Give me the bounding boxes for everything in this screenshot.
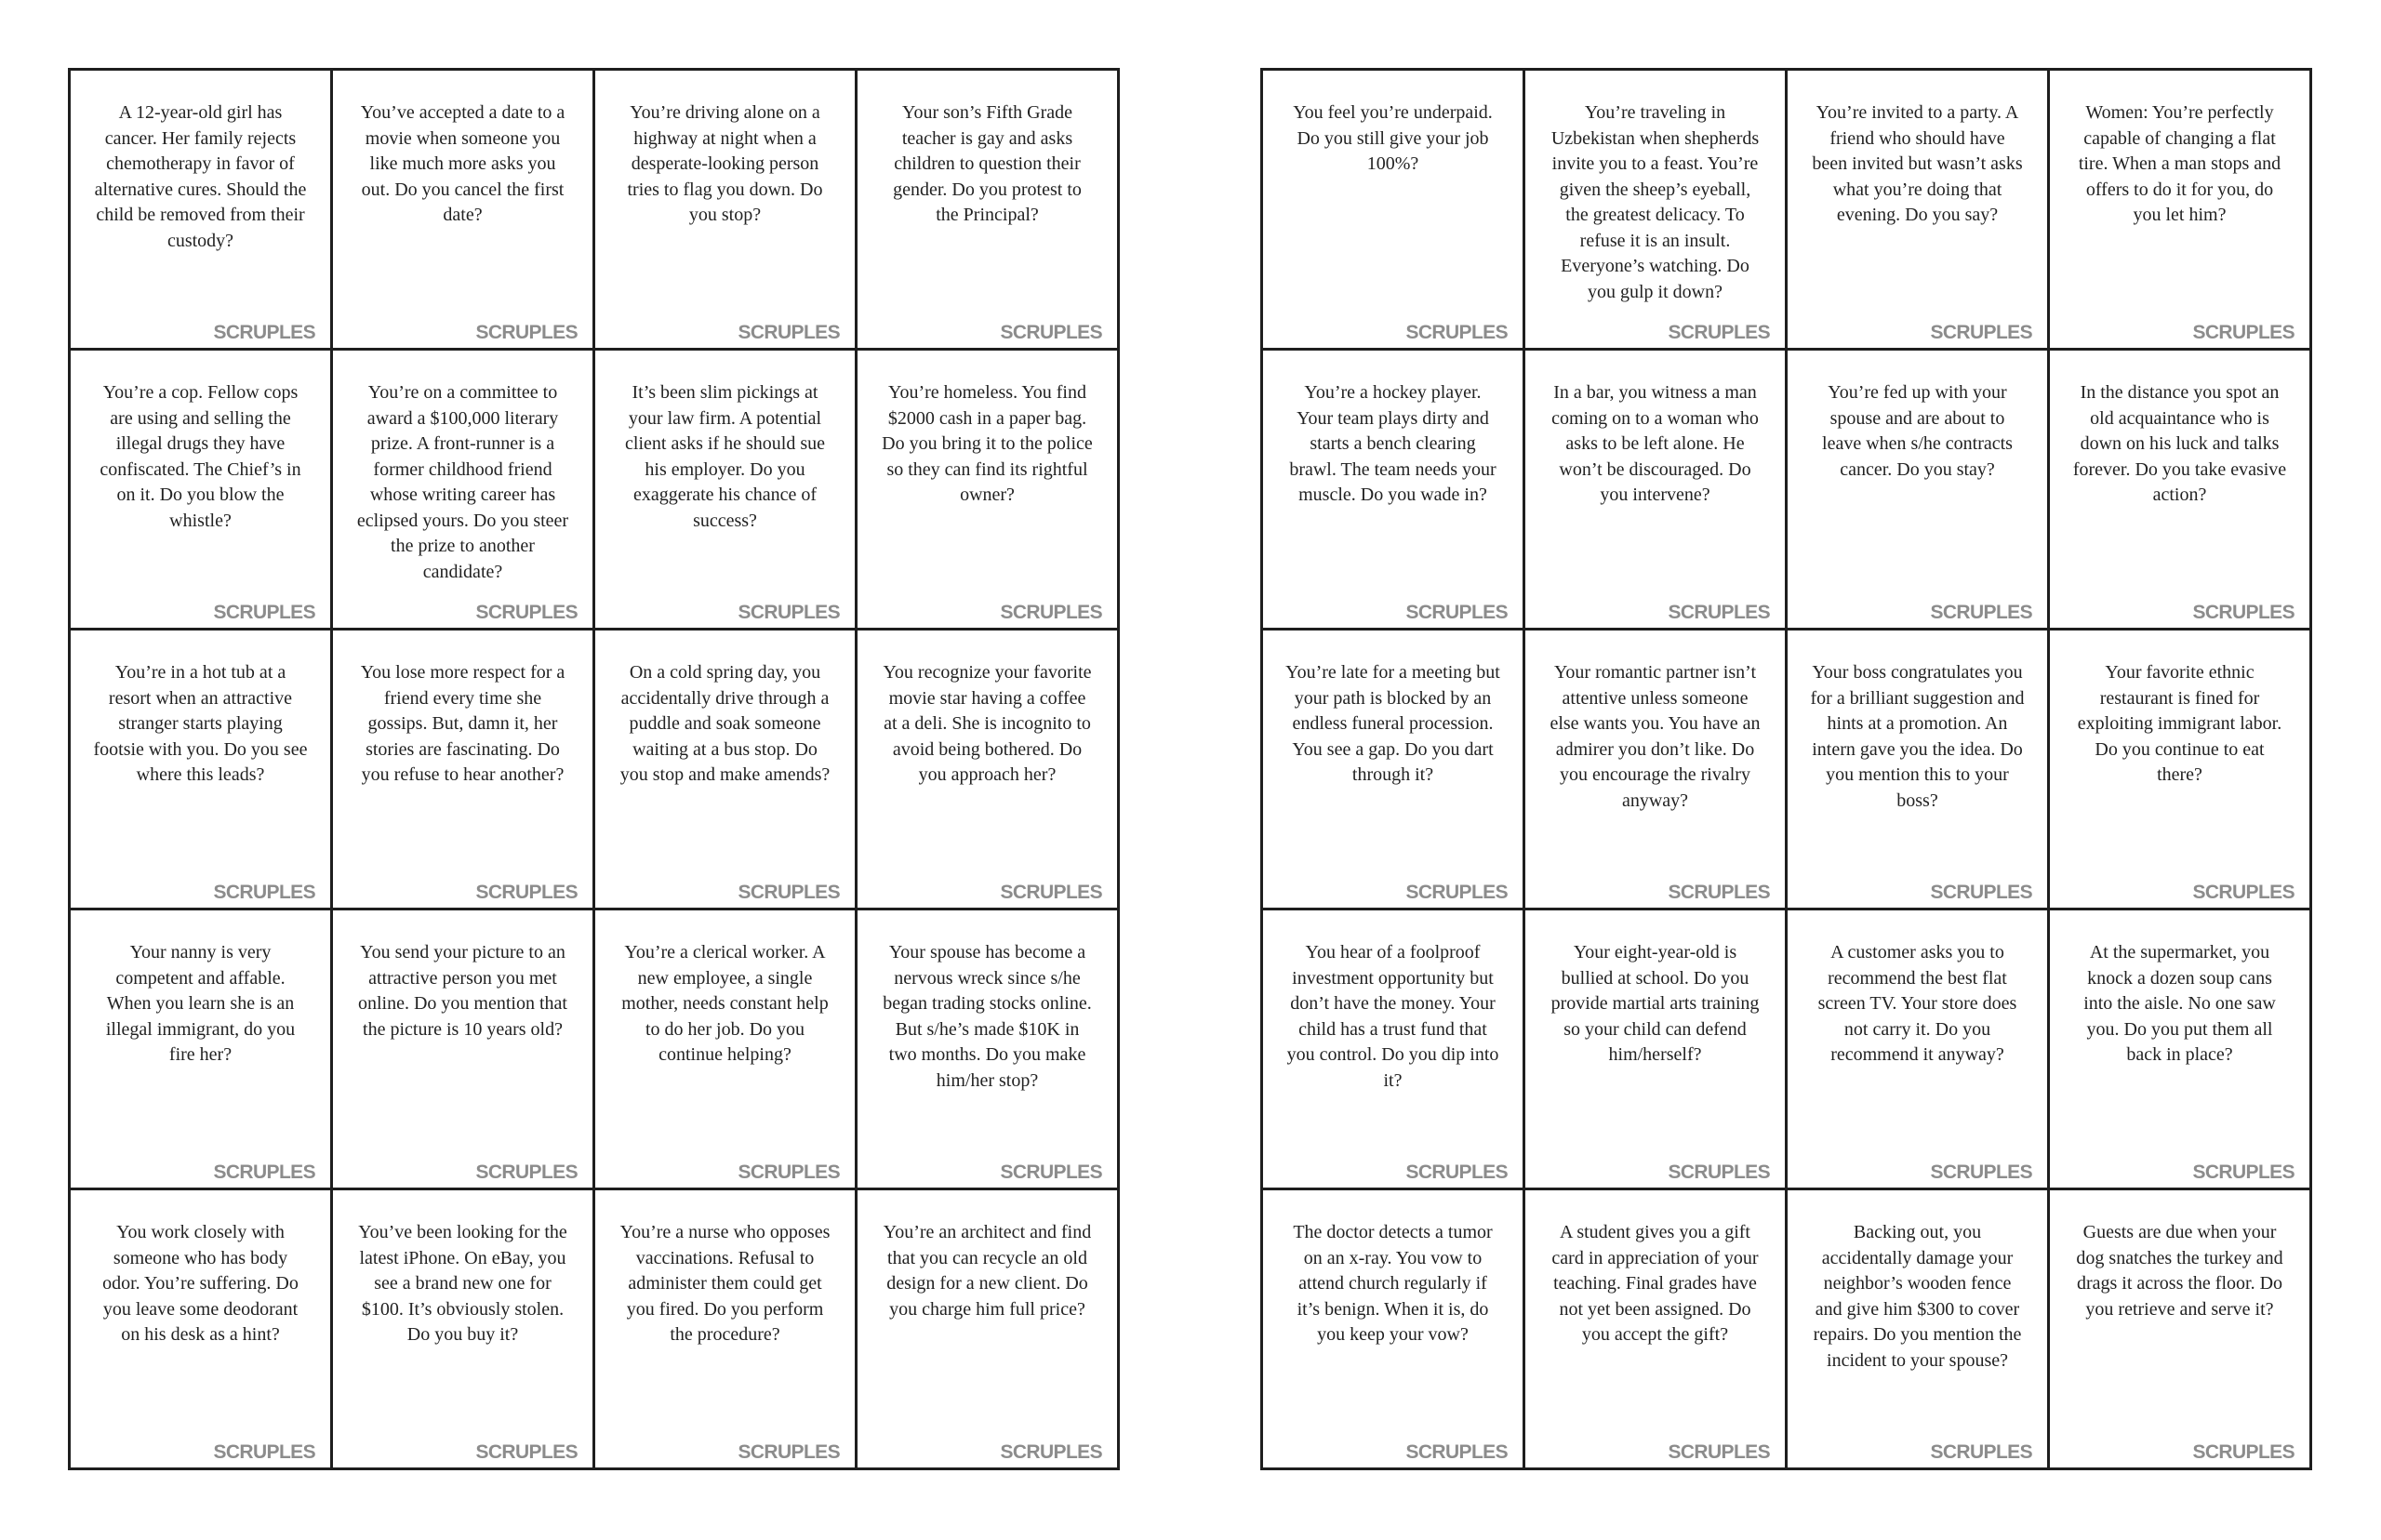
card-question: Women: You’re perfectly capable of changing a flat tire. When a man stops and offers to do it for you, do you let him? xyxy=(2078,102,2281,225)
right-card-12 xyxy=(2050,631,2312,910)
scruples-logo: SCRUPLES xyxy=(1000,1162,1102,1183)
scruples-logo: SCRUPLES xyxy=(1668,322,1770,343)
scruples-logo: SCRUPLES xyxy=(1000,602,1102,623)
left-card-13 xyxy=(71,910,333,1190)
left-card-16 xyxy=(858,910,1120,1190)
card-question: You recognize your favorite movie star having a coffee at a deli. She is incognito to avoid being bothered. Do you approach her? xyxy=(883,662,1092,785)
right-card-5 xyxy=(1263,351,1525,631)
right-card-6 xyxy=(1525,351,1788,631)
left-card-19 xyxy=(595,1190,858,1470)
scruples-logo: SCRUPLES xyxy=(475,882,578,903)
scruples-logo: SCRUPLES xyxy=(1000,882,1102,903)
card-question: Backing out, you accidentally damage your neighbor’s wooden fence and give him $300 to cover repairs. Do you mention the incident to your spouse? xyxy=(1813,1222,2022,1371)
scruples-logo: SCRUPLES xyxy=(1930,882,2032,903)
right-card-3 xyxy=(1788,71,2050,351)
scruples-logo: SCRUPLES xyxy=(475,1441,578,1463)
right-card-17 xyxy=(1263,1190,1525,1470)
card-question: You’re in a hot tub at a resort when an attractive stranger starts playing footsie with you. Do you see where this leads? xyxy=(93,662,308,785)
scruples-logo: SCRUPLES xyxy=(1405,1162,1508,1183)
scruples-logo: SCRUPLES xyxy=(1668,1162,1770,1183)
scruples-logo: SCRUPLES xyxy=(738,602,840,623)
scruples-logo: SCRUPLES xyxy=(2192,322,2295,343)
card-question: You work closely with someone who has body odor. You’re suffering. Do you leave some deodorant on his desk as a hint? xyxy=(102,1222,299,1345)
card-question: On a cold spring day, you accidentally drive through a puddle and soak someone waiting at a bus stop. Do you stop and make amends? xyxy=(619,662,831,785)
scruples-logo: SCRUPLES xyxy=(213,602,315,623)
scruples-logo: SCRUPLES xyxy=(1405,882,1508,903)
right-card-8 xyxy=(2050,351,2312,631)
scruples-logo: SCRUPLES xyxy=(1000,322,1102,343)
left-card-4 xyxy=(858,71,1120,351)
right-card-14 xyxy=(1525,910,1788,1190)
card-question: Your boss congratulates you for a brilliant suggestion and hints at a promotion. An intern gave you the idea. Do you mention this to your boss? xyxy=(1810,662,2025,811)
scruples-logo: SCRUPLES xyxy=(1930,1441,2032,1463)
card-question: Guests are due when your dog snatches the turkey and drags it across the floor. Do you retrieve and serve it? xyxy=(2076,1222,2283,1320)
right-card-sheet xyxy=(1260,68,2312,1470)
scruples-logo: SCRUPLES xyxy=(475,602,578,623)
scruples-logo: SCRUPLES xyxy=(1668,602,1770,623)
scruples-logo: SCRUPLES xyxy=(1000,1441,1102,1463)
card-question: In a bar, you witness a man coming on to a woman who asks to be left alone. He won’t be discouraged. Do you intervene? xyxy=(1551,382,1759,505)
scruples-logo: SCRUPLES xyxy=(213,1441,315,1463)
card-question: You’ve been looking for the latest iPhone. On eBay, you see a brand new one for $100. It’s obviously stolen. Do you buy it? xyxy=(358,1222,567,1345)
scruples-logo: SCRUPLES xyxy=(738,882,840,903)
scruples-logo: SCRUPLES xyxy=(1405,1441,1508,1463)
scruples-logo: SCRUPLES xyxy=(213,882,315,903)
card-question: A customer asks you to recommend the best flat screen TV. Your store does not carry it. Do you recommend it anyway? xyxy=(1817,942,2017,1065)
card-question: You’re invited to a party. A friend who should have been invited but wasn’t asks what you’re doing that evening. Do you say? xyxy=(1812,102,2023,225)
scruples-logo: SCRUPLES xyxy=(2192,602,2295,623)
card-question: Your son’s Fifth Grade teacher is gay and asks children to question their gender. Do you protest to the Principal? xyxy=(893,102,1082,225)
card-question: You feel you’re underpaid. Do you still give your job 100%? xyxy=(1293,102,1493,174)
card-question: You’re a cop. Fellow cops are using and selling the illegal drugs they have confiscated. The Chief’s in on it. Do you blow the whistle? xyxy=(100,382,301,531)
scruples-logo: SCRUPLES xyxy=(213,1162,315,1183)
left-card-15 xyxy=(595,910,858,1190)
left-card-9 xyxy=(71,631,333,910)
card-question: Your favorite ethnic restaurant is fined for exploiting immigrant labor. Do you continue to eat there? xyxy=(2077,662,2282,785)
card-question: You’re homeless. You find $2000 cash in a paper bag. Do you bring it to the police so they can find its rightful owner? xyxy=(882,382,1093,505)
left-card-20 xyxy=(858,1190,1120,1470)
right-card-11 xyxy=(1788,631,2050,910)
card-question: You send your picture to an attractive person you met online. Do you mention that the picture is 10 years old? xyxy=(358,942,567,1040)
card-question: Your nanny is very competent and affable. When you learn she is an illegal immigrant, do you fire her? xyxy=(105,942,296,1065)
scruples-logo: SCRUPLES xyxy=(1930,1162,2032,1183)
scruples-logo: SCRUPLES xyxy=(2192,1162,2295,1183)
scruples-logo: SCRUPLES xyxy=(2192,1441,2295,1463)
left-card-18 xyxy=(333,1190,595,1470)
card-question: The doctor detects a tumor on an x-ray. You vow to attend church regularly if it’s benign. When it is, do you keep your vow? xyxy=(1293,1222,1493,1345)
left-card-8 xyxy=(858,351,1120,631)
left-card-12 xyxy=(858,631,1120,910)
scruples-logo: SCRUPLES xyxy=(1405,322,1508,343)
right-card-4 xyxy=(2050,71,2312,351)
card-question: You’re driving alone on a highway at night when a desperate-looking person tries to flag you down. Do you stop? xyxy=(627,102,823,225)
card-question: At the supermarket, you knock a dozen soup cans into the aisle. No one saw you. Do you put them all back in place? xyxy=(2083,942,2276,1065)
scruples-logo: SCRUPLES xyxy=(213,322,315,343)
scruples-logo: SCRUPLES xyxy=(1668,882,1770,903)
right-card-15 xyxy=(1788,910,2050,1190)
scruples-logo: SCRUPLES xyxy=(738,1162,840,1183)
card-question: It’s been slim pickings at your law firm. A potential client asks if he should sue his employer. Do you exaggerate his chance of success? xyxy=(625,382,825,531)
right-card-9 xyxy=(1263,631,1525,910)
right-card-19 xyxy=(1788,1190,2050,1470)
scruples-logo: SCRUPLES xyxy=(475,322,578,343)
card-question: You hear of a foolproof investment opportunity but don’t have the money. Your child has a trust fund that you control. Do you dip into it? xyxy=(1286,942,1499,1091)
left-card-1 xyxy=(71,71,333,351)
card-question: You’re on a committee to award a $100,000 literary prize. A front-runner is a former childhood friend whose writing career has eclipsed yours. Do you steer the prize to another candidate? xyxy=(356,382,569,582)
left-card-10 xyxy=(333,631,595,910)
scruples-logo: SCRUPLES xyxy=(738,322,840,343)
left-card-7 xyxy=(595,351,858,631)
left-card-17 xyxy=(71,1190,333,1470)
right-card-10 xyxy=(1525,631,1788,910)
left-card-11 xyxy=(595,631,858,910)
left-card-sheet xyxy=(68,68,1120,1470)
right-card-2 xyxy=(1525,71,1788,351)
card-question: You’re a hockey player. Your team plays dirty and starts a bench clearing brawl. The team needs your muscle. Do you wade in? xyxy=(1289,382,1496,505)
right-card-16 xyxy=(2050,910,2312,1190)
card-question: You’re traveling in Uzbekistan when shepherds invite you to a feast. You’re given the sheep’s eyeball, the greatest delicacy. To refuse it is an insult. Everyone’s watching. Do you gulp it down? xyxy=(1550,102,1760,302)
scruples-logo: SCRUPLES xyxy=(1930,602,2032,623)
card-question: You’re an architect and find that you can recycle an old design for a new client. Do you charge him full price? xyxy=(883,1222,1092,1320)
scruples-logo: SCRUPLES xyxy=(1405,602,1508,623)
card-question: A student gives you a gift card in appreciation of your teaching. Final grades have not yet been assigned. Do you accept the gift? xyxy=(1551,1222,1759,1345)
left-card-6 xyxy=(333,351,595,631)
card-question: You’re a nurse who opposes vaccinations. Refusal to administer them could get you fired. Do you perform the procedure? xyxy=(619,1222,831,1345)
card-question: You’re a clerical worker. A new employee, a single mother, needs constant help to do her job. Do you continue helping? xyxy=(621,942,829,1065)
left-card-2 xyxy=(333,71,595,351)
card-question: You’re late for a meeting but your path is blocked by an endless funeral procession. You see a gap. Do you dart through it? xyxy=(1285,662,1500,785)
right-card-7 xyxy=(1788,351,2050,631)
right-card-18 xyxy=(1525,1190,1788,1470)
right-card-20 xyxy=(2050,1190,2312,1470)
scruples-logo: SCRUPLES xyxy=(738,1441,840,1463)
scruples-logo: SCRUPLES xyxy=(1930,322,2032,343)
right-card-1 xyxy=(1263,71,1525,351)
scruples-logo: SCRUPLES xyxy=(1668,1441,1770,1463)
scruples-logo: SCRUPLES xyxy=(2192,882,2295,903)
scruples-logo: SCRUPLES xyxy=(475,1162,578,1183)
card-question: Your eight-year-old is bullied at school. Do you provide martial arts training so your child can defend him/herself? xyxy=(1550,942,1760,1065)
card-question: You’re fed up with your spouse and are about to leave when s/he contracts cancer. Do you stay? xyxy=(1822,382,2013,480)
card-question: A 12-year-old girl has cancer. Her family rejects chemotherapy in favor of alternative cures. Should the child be removed from their custody? xyxy=(94,102,307,251)
left-card-14 xyxy=(333,910,595,1190)
right-card-13 xyxy=(1263,910,1525,1190)
card-question: You lose more respect for a friend every time she gossips. But, damn it, her stories are fascinating. Do you refuse to hear another? xyxy=(360,662,565,785)
left-card-3 xyxy=(595,71,858,351)
left-card-5 xyxy=(71,351,333,631)
card-question: Your spouse has become a nervous wreck since s/he began trading stocks online. But s/he’s made $10K in two months. Do you make him/her stop? xyxy=(883,942,1092,1091)
card-question: Your romantic partner isn’t attentive unless someone else wants you. You have an admirer you don’t like. Do you encourage the rivalry anyway? xyxy=(1550,662,1761,811)
card-question: In the distance you spot an old acquaintance who is down on his luck and talks forever. Do you take evasive action? xyxy=(2072,382,2287,505)
card-question: You’ve accepted a date to a movie when someone you like much more asks you out. Do you cancel the first date? xyxy=(360,102,565,225)
